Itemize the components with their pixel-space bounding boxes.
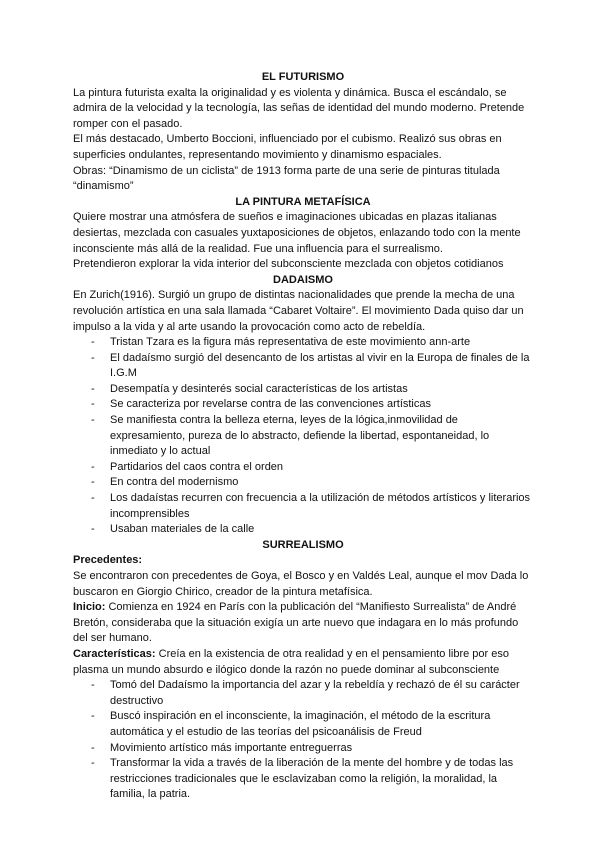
- caracteristicas-label: Características:: [73, 647, 156, 660]
- metafisica-paragraph-2: Pretendieron explorar la vida interior del subconsciente mezclada con objetos cotidianos: [73, 258, 504, 271]
- futurismo-title: EL FUTURISMO: [261, 71, 345, 83]
- metafisica-paragraph-1: Quiere mostrar una atmósfera de sueños e imaginaciones ubicadas en plazas italianas desiertas, mezclada con casuales yuxtaposiciones de objetos, enlazando todo con la mente inconsciente más allá de la realidad. Fue una influencia para el surrealismo.: [73, 211, 521, 255]
- futurismo-paragraph-3: Obras: “Dinamismo de un ciclista” de 1913 forma parte de una serie de pinturas titulada “dinamismo”: [73, 164, 500, 193]
- surrealismo-list: [73, 678, 533, 803]
- list-item: - Usaban materiales de la calle: [73, 522, 533, 538]
- document-content: [73, 70, 533, 803]
- caracteristicas-paragraph: [73, 647, 533, 678]
- precedentes-label: Precedentes:: [73, 554, 143, 567]
- list-item: - Tristan Tzara es la figura más representativa de este movimiento ann-arte: [73, 335, 533, 351]
- list-item: - Partidarios del caos contra el orden: [73, 460, 533, 476]
- inicio-paragraph: [73, 600, 533, 647]
- caracteristicas-text: Creía en la existencia de otra realidad y en el pensamiento libre por eso plasma un mundo absurdo e ilógico donde la razón no puede dominar al subconsciente: [73, 647, 509, 676]
- futurismo-paragraph-1: La pintura futurista exalta la originalidad y es violenta y dinámica. Busca el escándalo, se admira de la velocidad y la tecnología, las señas de identidad del mundo moderno. Pretende romper con el pasado.: [73, 86, 525, 130]
- list-item: - Buscó inspiración en el inconsciente, la imaginación, el método de la escritura automática y el estudio de las teorías del psicoanálisis de Freud: [73, 709, 533, 740]
- surrealismo-title: SURREALISMO: [262, 538, 344, 551]
- list-item: - Se manifiesta contra la belleza eterna, leyes de la lógica,inmovilidad de expresamiento, pureza de lo abstracto, defiende la libertad, espontaneidad, lo inmediato y lo actual: [73, 413, 533, 460]
- list-item: - Tomó del Dadaísmo la importancia del azar y la rebeldía y rechazó de él su carácter destructivo: [73, 678, 533, 709]
- list-item: - Se caracteriza por revelarse contra de las convenciones artísticas: [73, 397, 533, 413]
- inicio-label: Inicio:: [73, 601, 106, 614]
- list-item: - El dadaísmo surgió del desencanto de los artistas al vivir en la Europa de finales de la I.G.M: [73, 351, 533, 382]
- list-item: - Desempatía y desinterés social características de los artistas: [73, 382, 533, 398]
- dadaismo-title: DADAISMO: [273, 273, 333, 286]
- dadaismo-paragraph-1: En Zurich(1916). Surgió un grupo de distintas nacionalidades que prende la mecha de una revolución artística en una sala llamada “Cabaret Voltaire”. El movimiento Dada quiso dar un impulso a la vida y al arte usando la provocación como acto de rebeldía.: [73, 289, 524, 333]
- dadaismo-list: [73, 335, 533, 538]
- list-item: - Transformar la vida a través de la liberación de la mente del hombre y de todas las restricciones tradicionales que le esclavizaban como la religión, la moralidad, la familia, la patria.: [73, 756, 533, 803]
- list-item: - Los dadaístas recurren con frecuencia a la utilización de métodos artísticos y literarios incomprensibles: [73, 491, 533, 522]
- futurismo-paragraph-2: El más destacado, Umberto Boccioni, influenciado por el cubismo. Realizó sus obras en superficies ondulantes, representando movimiento y dinamismo espaciales.: [73, 133, 502, 161]
- list-item: - En contra del modernismo: [73, 475, 533, 491]
- list-item: - Movimiento artístico más importante entreguerras: [73, 741, 533, 757]
- precedentes-text: Se encontraron con precedentes de Goya, el Bosco y en Valdés Leal, aunque el mov Dada lo buscaron en Giorgio Chirico, creador de la pintura metafísica.: [73, 570, 529, 598]
- metafisica-title: LA PINTURA METAFÍSICA: [235, 195, 371, 208]
- inicio-text: Comienza en 1924 en París con la publicación del “Manifiesto Surrealista” de André Bretón, consideraba que la situación exigía un arte nuevo que indagara en lo más profundo del ser humano.: [73, 601, 519, 645]
